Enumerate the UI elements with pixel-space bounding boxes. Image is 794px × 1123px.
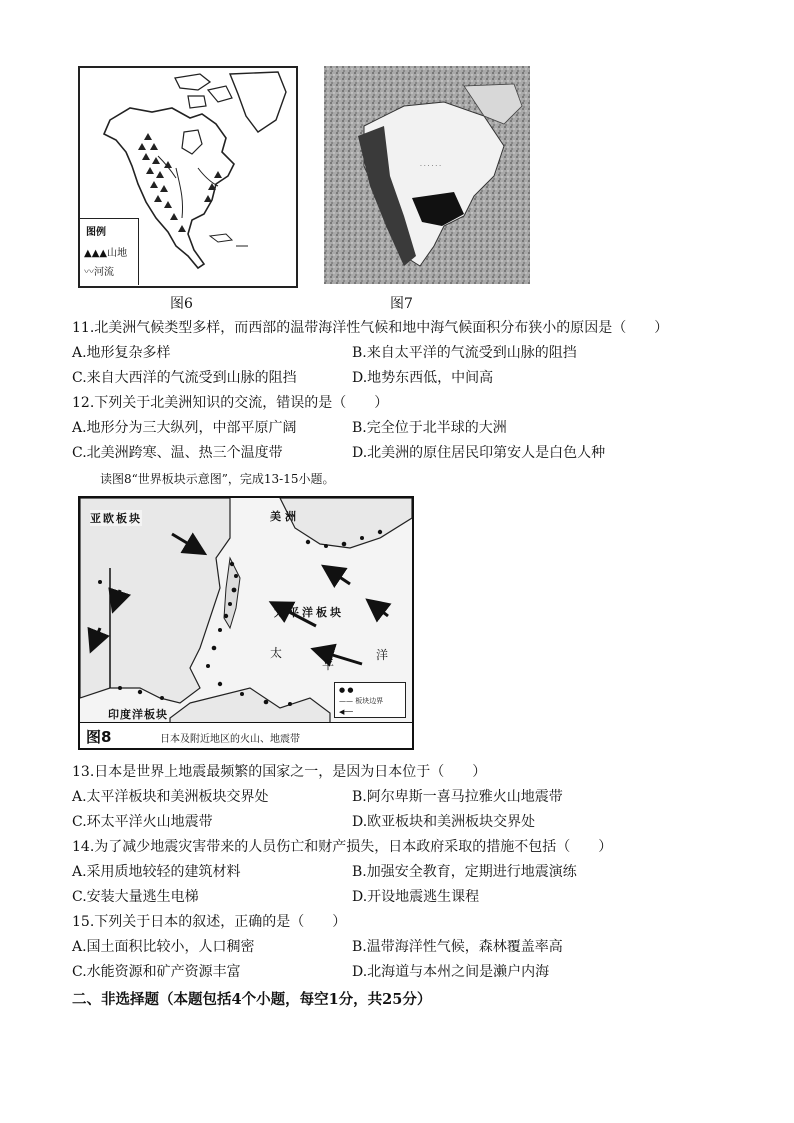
plate-label-american: 美洲: [270, 510, 300, 523]
quake-dot-icon: ● ●: [339, 686, 354, 694]
question-11-option-d[interactable]: D.地势东西低，中间高: [352, 370, 494, 386]
question-13-option-c[interactable]: C.环太平洋火山地震带: [72, 814, 213, 830]
question-14-option-a[interactable]: A.采用质地较轻的建筑材料: [72, 864, 241, 880]
ocean-label-2: 平: [322, 658, 335, 672]
figure-8-subtitle: 日本及附近地区的火山、地震带: [160, 734, 300, 745]
legend-boundary-label: 板块边界: [355, 697, 384, 705]
figure-6-legend: [80, 218, 139, 285]
question-14-stem: 14.为了减少地震灾害带来的人员伤亡和财产损失，日本政府采取的措施不包括（ ）: [72, 839, 613, 855]
question-11-stem: 11.北美洲气候类型多样，而西部的温带海洋性气候和地中海气候面积分布狭小的原因是（ ）: [72, 320, 669, 336]
plate-label-eurasian: 亚欧板块: [90, 512, 142, 525]
question-14-option-c[interactable]: C.安装大量逃生电梯: [72, 889, 199, 905]
section-2-heading: 二、非选择题（本题包括4个小题，每空1分，共25分）: [72, 991, 432, 1008]
question-13-option-a[interactable]: A.太平洋板块和美洲板块交界处: [72, 789, 269, 805]
figure-7-relief-map: [324, 66, 530, 284]
figure-8-plate-map: [78, 496, 414, 750]
svg-text:· · · · · ·: · · · · · ·: [420, 163, 441, 170]
river-symbol-icon: 〰: [84, 267, 94, 278]
plate-label-indian: 印度洋板块: [108, 708, 168, 721]
figure-6-north-america-map: [78, 66, 298, 288]
plate-label-pacific: 太平洋板块: [274, 606, 344, 619]
north-america-relief-image: [324, 66, 530, 284]
question-11-option-a[interactable]: A.地形复杂多样: [72, 345, 171, 361]
figure-7-caption: 图7: [390, 296, 413, 312]
legend-mountain-label: 山地: [107, 248, 128, 259]
legend-title: 图例: [86, 227, 106, 238]
question-13-option-b[interactable]: B.阿尔卑斯一喜马拉雅火山地震带: [352, 789, 563, 805]
figure-8-caption-band: [80, 722, 412, 749]
ocean-label-1: 太: [270, 646, 283, 660]
question-15-option-a[interactable]: A.国土面积比较小，人口稠密: [72, 939, 255, 955]
question-12-option-d[interactable]: D.北美洲的原住居民印第安人是白色人种: [352, 445, 606, 461]
figure-8-intro: 读图8“世界板块示意图”，完成13-15小题。: [100, 472, 335, 486]
question-11-option-b[interactable]: B.来自太平洋的气流受到山脉的阻挡: [352, 345, 577, 361]
figure-6-caption: 图6: [170, 296, 193, 312]
question-14-option-b[interactable]: B.加强安全教育，定期进行地震演练: [352, 864, 577, 880]
ocean-label-3: 洋: [376, 648, 389, 662]
figure-8-label: 图8: [86, 728, 112, 746]
question-11-option-c[interactable]: C.来自大西洋的气流受到山脉的阻挡: [72, 370, 297, 386]
figure-8-legend: [334, 682, 406, 718]
question-15-option-c[interactable]: C.水能资源和矿产资源丰富: [72, 964, 241, 980]
question-12-option-a[interactable]: A.地形分为三大纵列，中部平原广阔: [72, 420, 297, 436]
question-13-option-d[interactable]: D.欧亚板块和美洲板块交界处: [352, 814, 536, 830]
question-15-stem: 15.下列关于日本的叙述，正确的是（ ）: [72, 914, 347, 930]
plate-motion-arrow-icon: ◀──: [339, 708, 353, 716]
legend-river-label: 河流: [94, 267, 114, 278]
question-12-option-c[interactable]: C.北美洲跨寒、温、热三个温度带: [72, 445, 283, 461]
question-15-option-b[interactable]: B.温带海洋性气候，森林覆盖率高: [352, 939, 563, 955]
question-12-option-b[interactable]: B.完全位于北半球的大洲: [352, 420, 507, 436]
question-12-stem: 12.下列关于北美洲知识的交流，错误的是（ ）: [72, 395, 389, 411]
mountain-symbol-icon: ▲▲▲: [84, 248, 108, 259]
boundary-line-icon: ——: [339, 697, 353, 705]
question-14-option-d[interactable]: D.开设地震逃生课程: [352, 889, 480, 905]
question-15-option-d[interactable]: D.北海道与本州之间是濑户内海: [352, 964, 550, 980]
question-13-stem: 13.日本是世界上地震最频繁的国家之一，是因为日本位于（ ）: [72, 764, 487, 780]
